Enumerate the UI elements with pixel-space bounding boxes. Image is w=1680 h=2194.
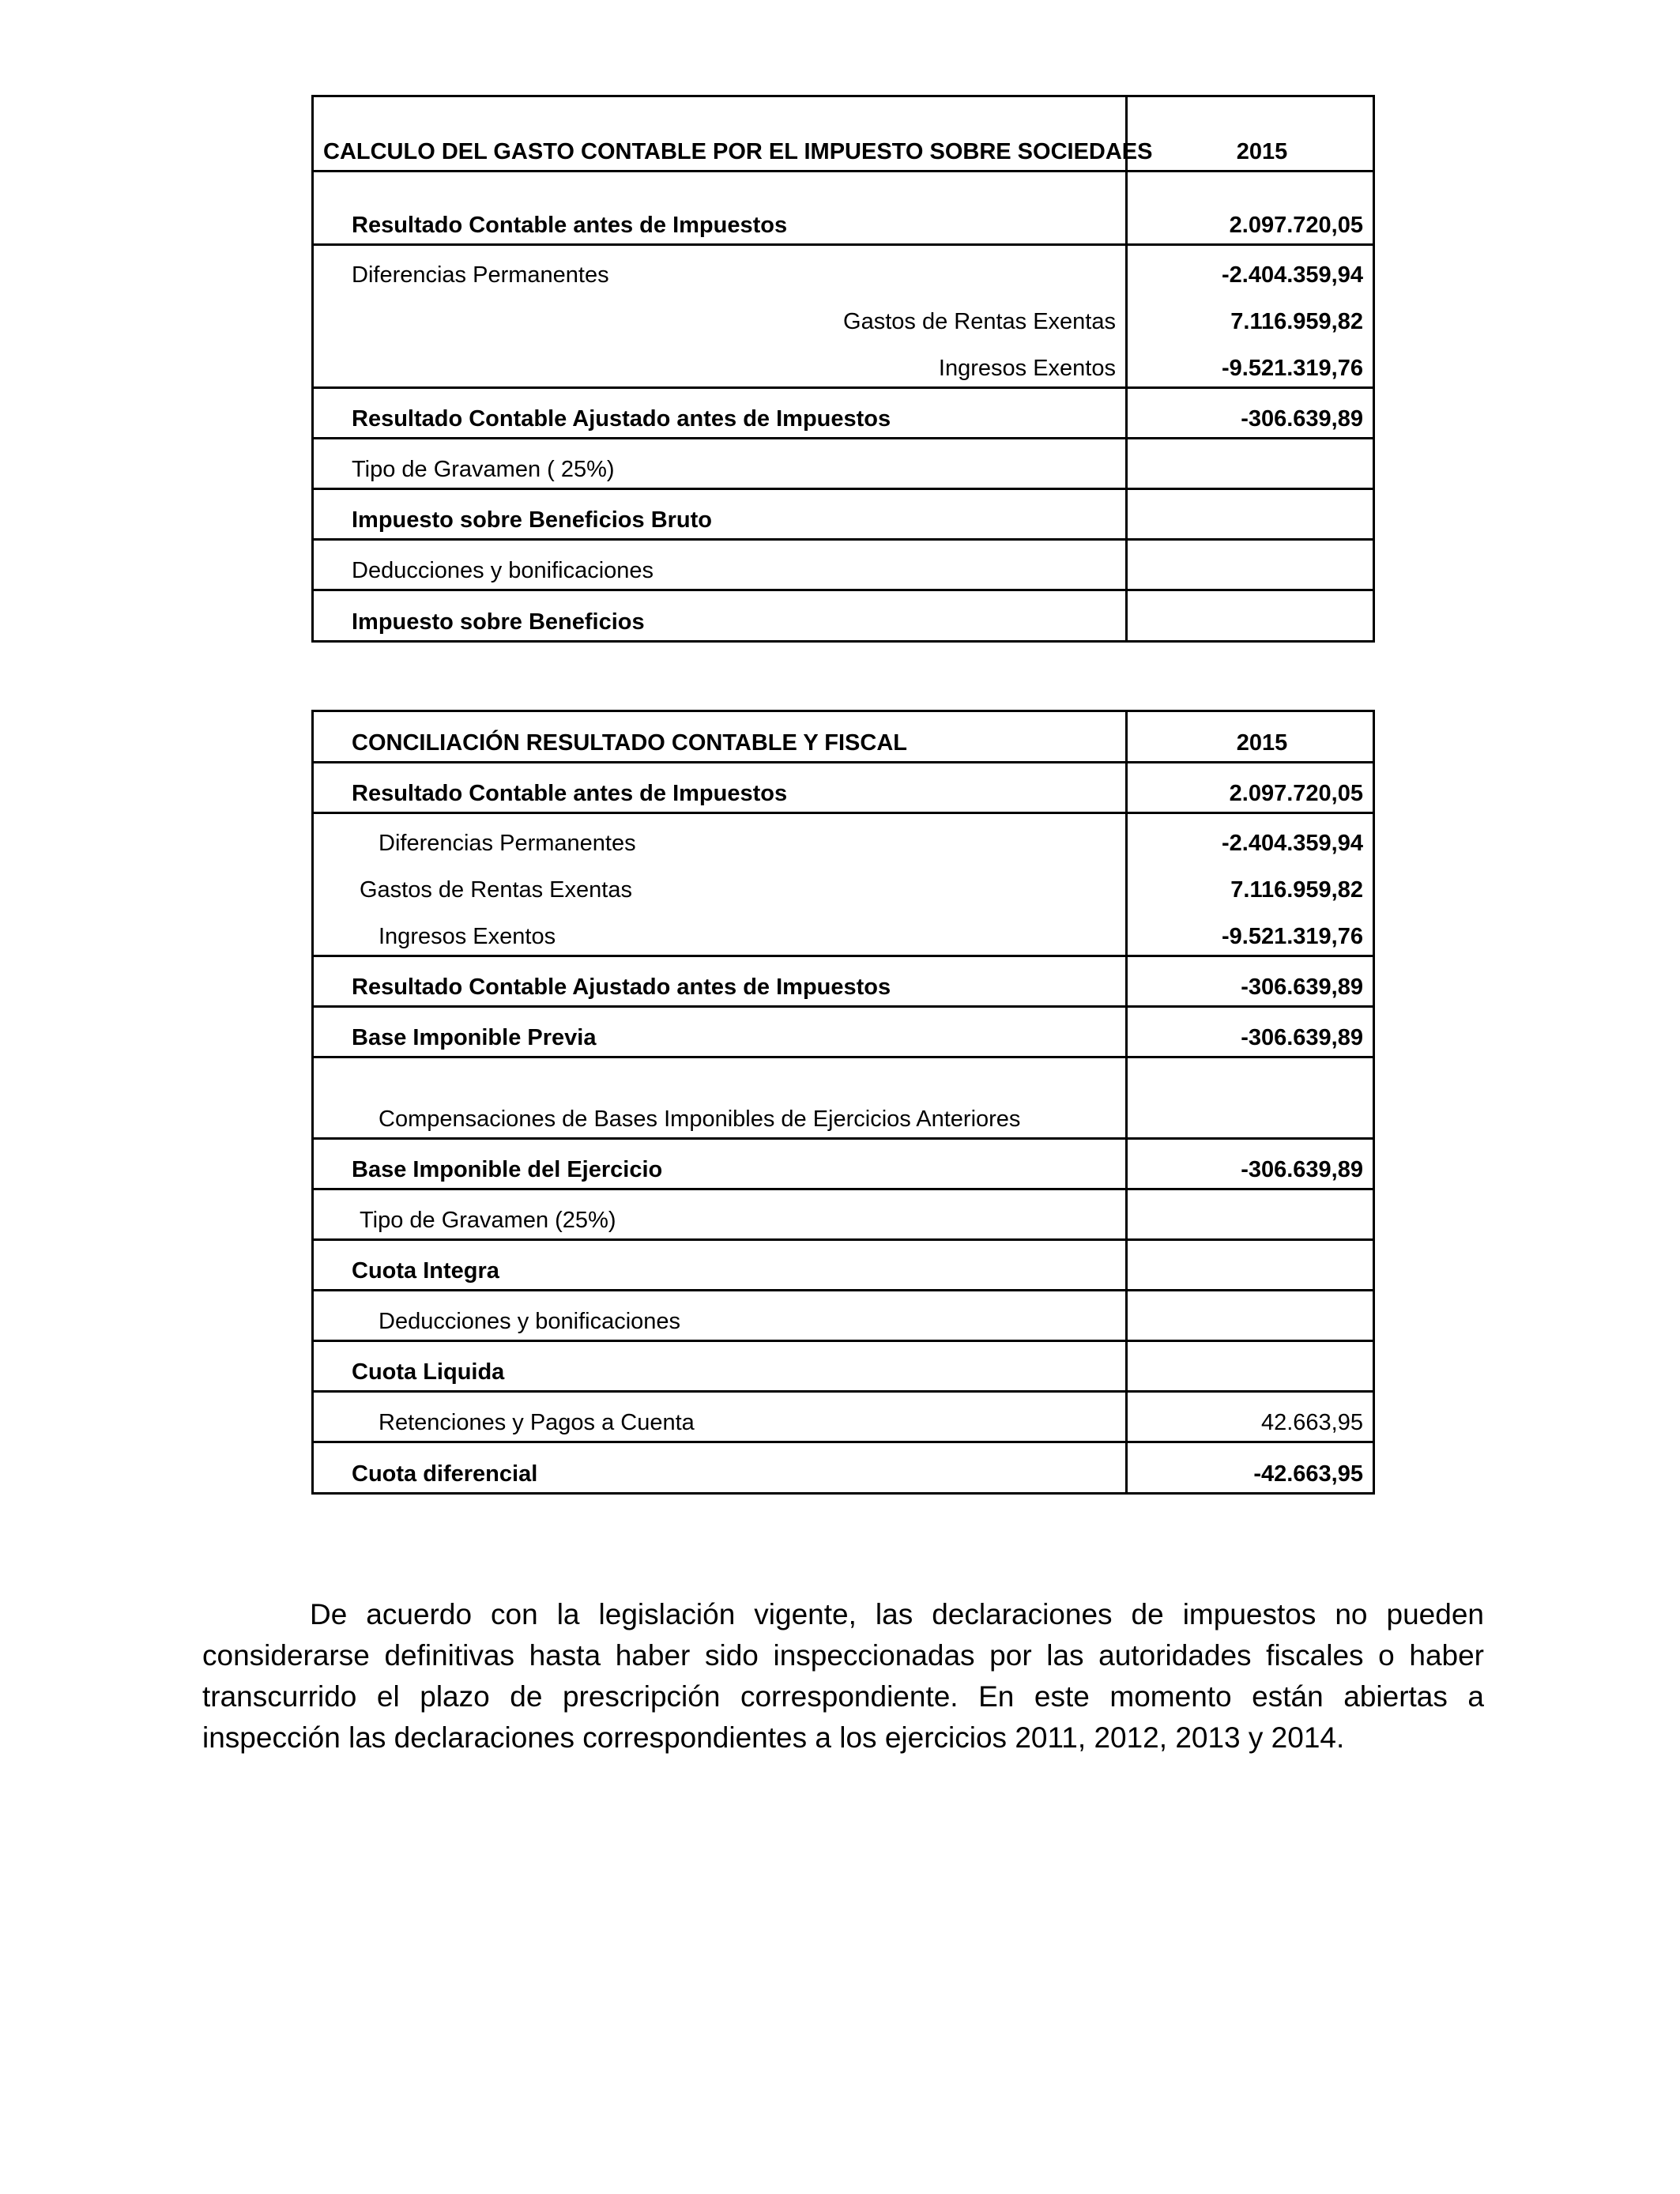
year-header: 2015 (1236, 730, 1288, 756)
row-value (1128, 1241, 1373, 1289)
row-value: -2.404.359,94 (1222, 262, 1363, 288)
row-value: 42.663,95 (1260, 1410, 1363, 1435)
table-row (314, 1140, 1373, 1190)
row-label: Resultado Contable antes de Impuestos (314, 763, 1128, 812)
row-value: -2.404.359,94 (1222, 831, 1363, 856)
table-header-row (314, 712, 1373, 763)
row-value: -9.521.319,76 (1222, 356, 1363, 381)
row-value (1128, 1342, 1373, 1390)
table-row (314, 1393, 1373, 1443)
row-value: -42.663,95 (1253, 1461, 1363, 1487)
table-row (314, 1008, 1373, 1058)
row-label: Diferencias Permanentes (314, 814, 1128, 861)
year-header: 2015 (1236, 139, 1288, 164)
table-row (314, 439, 1373, 490)
table-row (314, 1443, 1373, 1492)
row-value: 7.116.959,82 (1230, 309, 1363, 334)
table-header-row (314, 97, 1373, 172)
table-row (314, 1241, 1373, 1291)
row-label: Ingresos Exentos (314, 908, 1128, 955)
row-label: Resultado Contable antes de Impuestos (314, 172, 1128, 243)
table-row (314, 340, 1373, 389)
row-label: Gastos de Rentas Exentas (314, 293, 1128, 340)
row-value: -9.521.319,76 (1222, 924, 1363, 949)
table-row (314, 1058, 1373, 1140)
table-row (314, 293, 1373, 340)
row-value: -306.639,89 (1241, 1157, 1363, 1182)
table-row (314, 246, 1373, 293)
table-row (314, 1291, 1373, 1342)
row-label: Base Imponible del Ejercicio (314, 1140, 1128, 1188)
table-row (314, 1190, 1373, 1241)
row-label: Compensaciones de Bases Imponibles de Ejercicios Anteriores (314, 1058, 1128, 1137)
table-row (314, 814, 1373, 861)
row-label: Deducciones y bonificaciones (314, 541, 1128, 589)
row-value (1128, 1058, 1373, 1137)
table-row (314, 541, 1373, 591)
row-value: 2.097.720,05 (1229, 213, 1363, 238)
row-value: -306.639,89 (1241, 974, 1363, 1000)
row-value: -306.639,89 (1241, 1025, 1363, 1050)
row-value (1128, 1291, 1373, 1340)
tax-expense-table (311, 95, 1375, 643)
tax-reconciliation-table (311, 710, 1375, 1495)
table-row (314, 861, 1373, 908)
row-value (1128, 591, 1373, 640)
row-value: 2.097.720,05 (1229, 781, 1363, 806)
row-value (1128, 490, 1373, 538)
row-label: Cuota Integra (314, 1241, 1128, 1289)
row-label: Cuota diferencial (314, 1443, 1128, 1492)
row-label: Tipo de Gravamen ( 25%) (314, 439, 1128, 488)
row-label: Impuesto sobre Beneficios Bruto (314, 490, 1128, 538)
row-value: -306.639,89 (1241, 406, 1363, 432)
row-label: Cuota Liquida (314, 1342, 1128, 1390)
table-row (314, 957, 1373, 1008)
table-title: CALCULO DEL GASTO CONTABLE POR EL IMPUESTO SOBRE SOCIEDAES (314, 97, 1128, 170)
row-value (1128, 439, 1373, 488)
row-value: 7.116.959,82 (1230, 877, 1363, 903)
body-paragraph: De acuerdo con la legislación vigente, las declaraciones de impuestos no pueden considerarse definitivas hasta haber sido inspeccionadas por las autoridades fiscales o haber transcurrido el plazo de prescripción correspondiente. En este momento están abiertas a inspección las declaraciones correspondientes a los ejercicios 2011, 2012, 2013 y 2014. (202, 1598, 1484, 1754)
row-label: Retenciones y Pagos a Cuenta (314, 1393, 1128, 1441)
table-row (314, 172, 1373, 246)
row-label: Diferencias Permanentes (314, 246, 1128, 293)
table-row (314, 1342, 1373, 1393)
table-row (314, 908, 1373, 957)
row-label: Gastos de Rentas Exentas (314, 861, 1128, 908)
row-label: Impuesto sobre Beneficios (314, 591, 1128, 640)
table-row (314, 763, 1373, 814)
row-label: Base Imponible Previa (314, 1008, 1128, 1056)
table-row (314, 490, 1373, 541)
row-label: Resultado Contable Ajustado antes de Impuestos (314, 957, 1128, 1005)
row-label: Deducciones y bonificaciones (314, 1291, 1128, 1340)
row-label: Ingresos Exentos (314, 340, 1128, 386)
row-value (1128, 541, 1373, 589)
row-label: Tipo de Gravamen (25%) (314, 1190, 1128, 1238)
table-row (314, 389, 1373, 439)
table-row (314, 591, 1373, 640)
row-label: Resultado Contable Ajustado antes de Impuestos (314, 389, 1128, 437)
row-value (1128, 1190, 1373, 1238)
table-title: CONCILIACIÓN RESULTADO CONTABLE Y FISCAL (314, 712, 1128, 761)
